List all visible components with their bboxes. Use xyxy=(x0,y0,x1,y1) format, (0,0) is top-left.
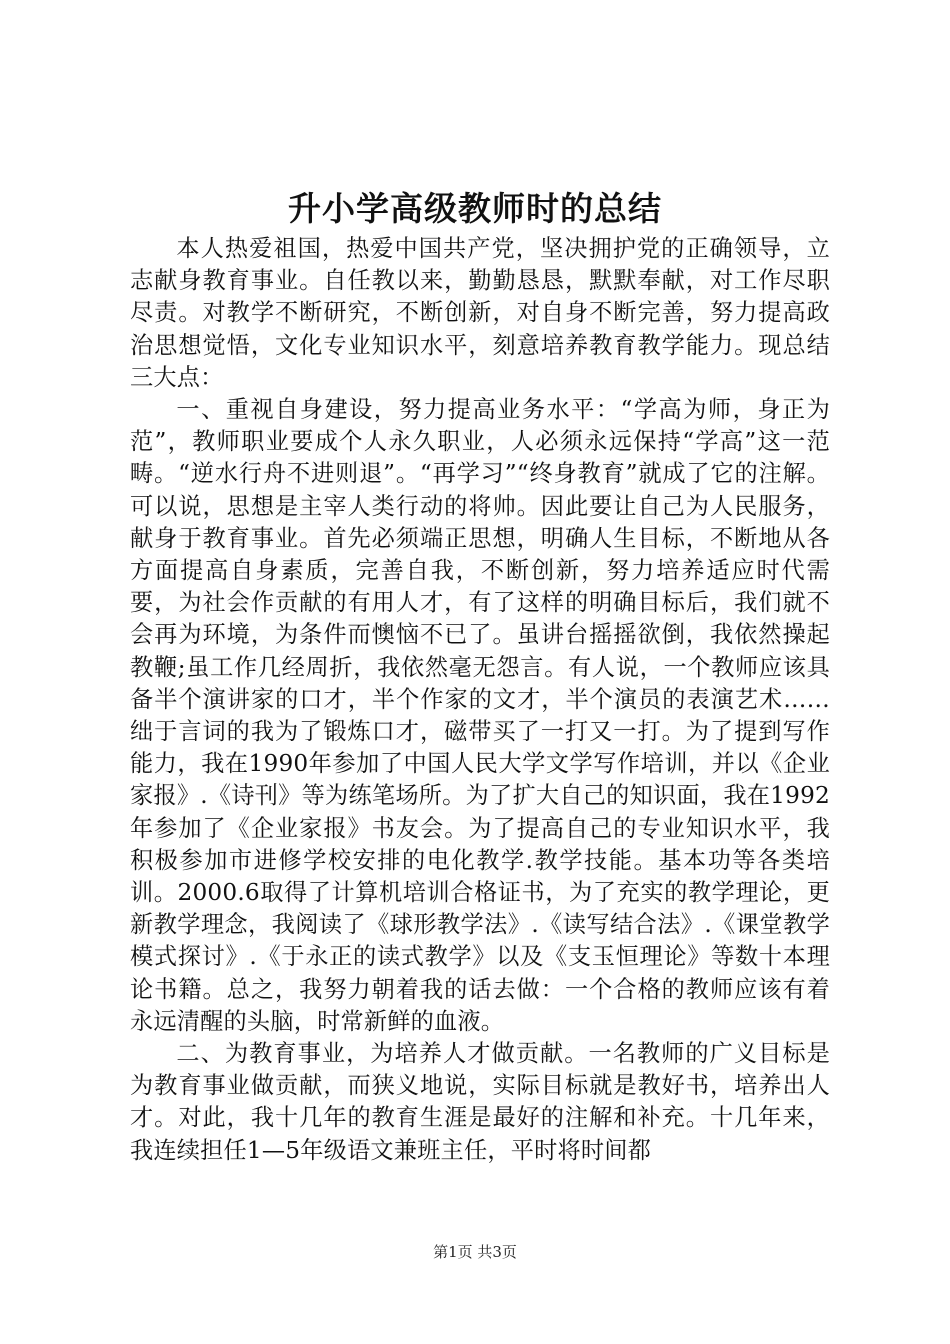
page-footer xyxy=(0,1242,950,1262)
paragraph-intro: 本人热爱祖国，热爱中国共产党，坚决拥护党的正确领导，立志献身教育事业。自任教以来，勤勤恳恳，默默奉献，对工作尽职尽责。对教学不断研究，不断创新，对自身不断完善，努力提高政治思想觉悟，文化专业知识水平，刻意培养教育教学能力。现总结三大点： xyxy=(130,235,830,391)
page-indicator: 第1页 共3页 xyxy=(433,1243,517,1261)
document-title: 升小学高级教师时的总结 xyxy=(288,189,662,228)
paragraph-section-one: 一、重视自身建设，努力提高业务水平：“学高为师，身正为范”，教师职业要成个人永久职业，人必须永远保持“学高”这一范畴。“逆水行舟不进则退”。“再学习”“终身教育”就成了它的注解。可以说，思想是主宰人类行动的将帅。因此要让自己为人民服务，献身于教育事业。首先必须端正思想，明确人生目标，不断地从各方面提高自身素质，完善自我，不断创新，努力培养适应时代需要，为社会作贡献的有用人才，有了这样的明确目标后，我们就不会再为环境，为条件而懊恼不已了。虽讲台摇摇欲倒，我依然操起教鞭;虽工作几经周折，我依然毫无怨言。有人说，一个教师应该具备半个演讲家的口才，半个作家的文才，半个演员的表演艺术……绌于言词的我为了锻炼口才，磁带买了一打又一打。为了提到写作能力，我在1990年参加了中国人民大学文学写作培训，并以《企业家报》.《诗刊》等为练笔场所。为了扩大自己的知识面，我在1992年参加了《企业家报》书友会。为了提高自己的专业知识水平，我积极参加市进修学校安排的电化教学.教学技能。基本功等各类培训。2000.6取得了计算机培训合格证书，为了充实的教学理论，更新教学理念，我阅读了《球形教学法》.《读写结合法》.《课堂教学模式探讨》.《于永正的读式教学》以及《支玉恒理论》等数十本理论书籍。总之，我努力朝着我的话去做：一个合格的教师应该有着永远清醒的头脑，时常新鲜的血液。 xyxy=(130,396,830,1035)
paragraph-section-two: 二、为教育事业，为培养人才做贡献。一名教师的广义目标是为教育事业做贡献，而狭义地说，实际目标就是教好书，培养出人才。对此，我十几年的教育生涯是最好的注解和补充。十几年来，我连续担任1—5年级语文兼班主任，平时将时间都 xyxy=(130,1040,830,1164)
document-body xyxy=(130,233,830,1167)
